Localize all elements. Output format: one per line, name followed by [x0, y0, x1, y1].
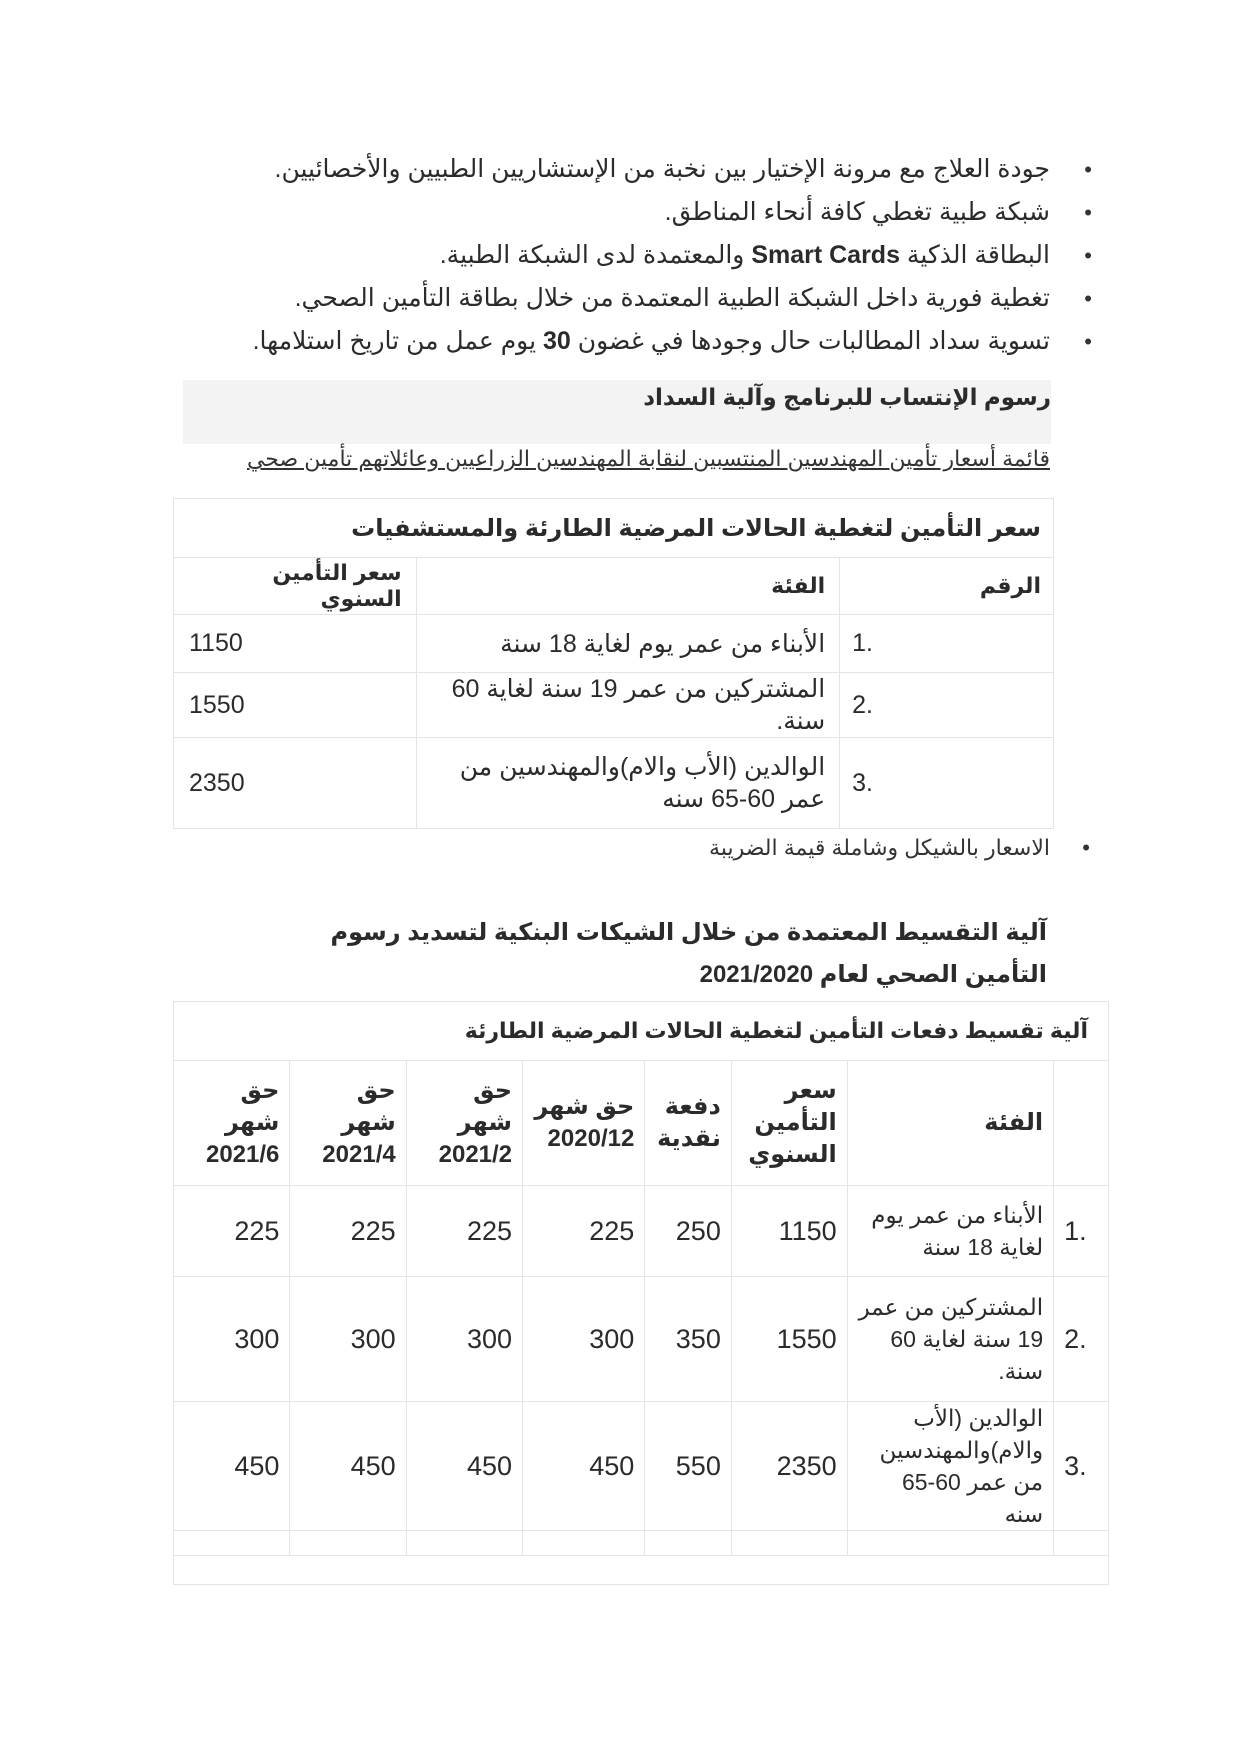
- row-month-1: 450: [523, 1402, 645, 1531]
- table-caption: آلية تقسيط دفعات التأمين لتغطية الحالات المرضية الطارئة: [174, 1002, 1109, 1061]
- row-month-4: 300: [174, 1277, 290, 1402]
- header-price: سعر التأمين السنوي: [174, 558, 417, 615]
- header-category: الفئة: [847, 1061, 1053, 1186]
- row-month-4: 225: [174, 1186, 290, 1277]
- row-price: 1550: [731, 1277, 847, 1402]
- header-num: الرقم: [840, 558, 1054, 615]
- row-num: 1.: [840, 615, 1054, 673]
- header-cash: دفعة نقدية: [645, 1061, 732, 1186]
- header-category: الفئة: [416, 558, 840, 615]
- row-price: 1550: [174, 673, 417, 738]
- section-heading: [183, 380, 1051, 444]
- row-month-3: 225: [290, 1186, 406, 1277]
- row-cash: 350: [645, 1277, 732, 1402]
- row-month-4: 450: [174, 1402, 290, 1531]
- section-title: رسوم الإنتساب للبرنامج وآلية السداد: [643, 384, 1051, 410]
- installment-table: [173, 1001, 1109, 1585]
- empty-row: [174, 1556, 1109, 1585]
- table-row: [174, 673, 1054, 738]
- table-row: [174, 615, 1054, 673]
- table-row: [174, 1277, 1109, 1402]
- row-num: 1.: [1054, 1186, 1109, 1277]
- header-month-2: حق شهر 2021/2: [406, 1061, 522, 1186]
- insurance-price-table: [173, 498, 1054, 829]
- list-item: • تغطية فورية داخل الشبكة الطبية المعتمدة من خلال بطاقة التأمين الصحي.: [170, 277, 1050, 320]
- row-category: الوالدين (الأب والام)والمهندسين من عمر 60-65 سنه: [847, 1402, 1053, 1531]
- header-month-4: حق شهر 2021/6: [174, 1061, 290, 1186]
- list-item: • جودة العلاج مع مرونة الإختيار بين نخبة من الإستشاريين الطبيين والأخصائيين.: [170, 148, 1050, 191]
- row-category: المشتركين من عمر 19 سنة لغاية 60 سنة.: [416, 673, 840, 738]
- row-num: 3.: [1054, 1402, 1109, 1531]
- list-item: • شبكة طبية تغطي كافة أنحاء المناطق.: [170, 191, 1050, 234]
- row-num: 2.: [840, 673, 1054, 738]
- table-row: [174, 738, 1054, 829]
- row-num: 2.: [1054, 1277, 1109, 1402]
- list-item: • تسوية سداد المطالبات حال وجودها في غضون 30 يوم عمل من تاريخ استلامها.: [170, 320, 1050, 363]
- row-category: الوالدين (الأب والام)والمهندسين من عمر 60-65 سنه: [416, 738, 840, 829]
- row-month-2: 450: [406, 1402, 522, 1531]
- header-month-3: حق شهر 2021/4: [290, 1061, 406, 1186]
- row-num: 3.: [840, 738, 1054, 829]
- row-category: الأبناء من عمر يوم لغاية 18 سنة: [847, 1186, 1053, 1277]
- header-month-1: حق شهر 2020/12: [523, 1061, 645, 1186]
- row-price: 1150: [731, 1186, 847, 1277]
- header-price: سعر التأمين السنوي: [731, 1061, 847, 1186]
- table-caption: سعر التأمين لتغطية الحالات المرضية الطارئة والمستشفيات: [174, 499, 1054, 558]
- price-note: • الاسعار بالشيكل وشاملة قيمة الضريبة: [709, 835, 1050, 861]
- features-list: [170, 148, 1050, 363]
- price-list-link[interactable]: قائمة أسعار تأمين المهندسين المنتسبين لنقابة المهندسين الزراعيين وعائلاتهم تأمين صحي: [246, 446, 1050, 471]
- list-item: • البطاقة الذكية Smart Cards والمعتمدة لدى الشبكة الطبية.: [170, 234, 1050, 277]
- row-category: الأبناء من عمر يوم لغاية 18 سنة: [416, 615, 840, 673]
- row-month-3: 300: [290, 1277, 406, 1402]
- table-row: [174, 1402, 1109, 1531]
- row-price: 2350: [731, 1402, 847, 1531]
- row-price: 1150: [174, 615, 417, 673]
- installment-heading: آلية التقسيط المعتمدة من خلال الشيكات البنكية لتسديد رسوم التأمين الصحي لعام 2021/2020: [330, 919, 1047, 988]
- row-month-2: 300: [406, 1277, 522, 1402]
- row-month-2: 225: [406, 1186, 522, 1277]
- row-cash: 250: [645, 1186, 732, 1277]
- row-category: المشتركين من عمر 19 سنة لغاية 60 سنة.: [847, 1277, 1053, 1402]
- row-cash: 550: [645, 1402, 732, 1531]
- empty-row: [174, 1531, 1109, 1556]
- header-num: [1054, 1061, 1109, 1186]
- row-price: 2350: [174, 738, 417, 829]
- row-month-1: 300: [523, 1277, 645, 1402]
- table-row: [174, 1186, 1109, 1277]
- row-month-3: 450: [290, 1402, 406, 1531]
- row-month-1: 225: [523, 1186, 645, 1277]
